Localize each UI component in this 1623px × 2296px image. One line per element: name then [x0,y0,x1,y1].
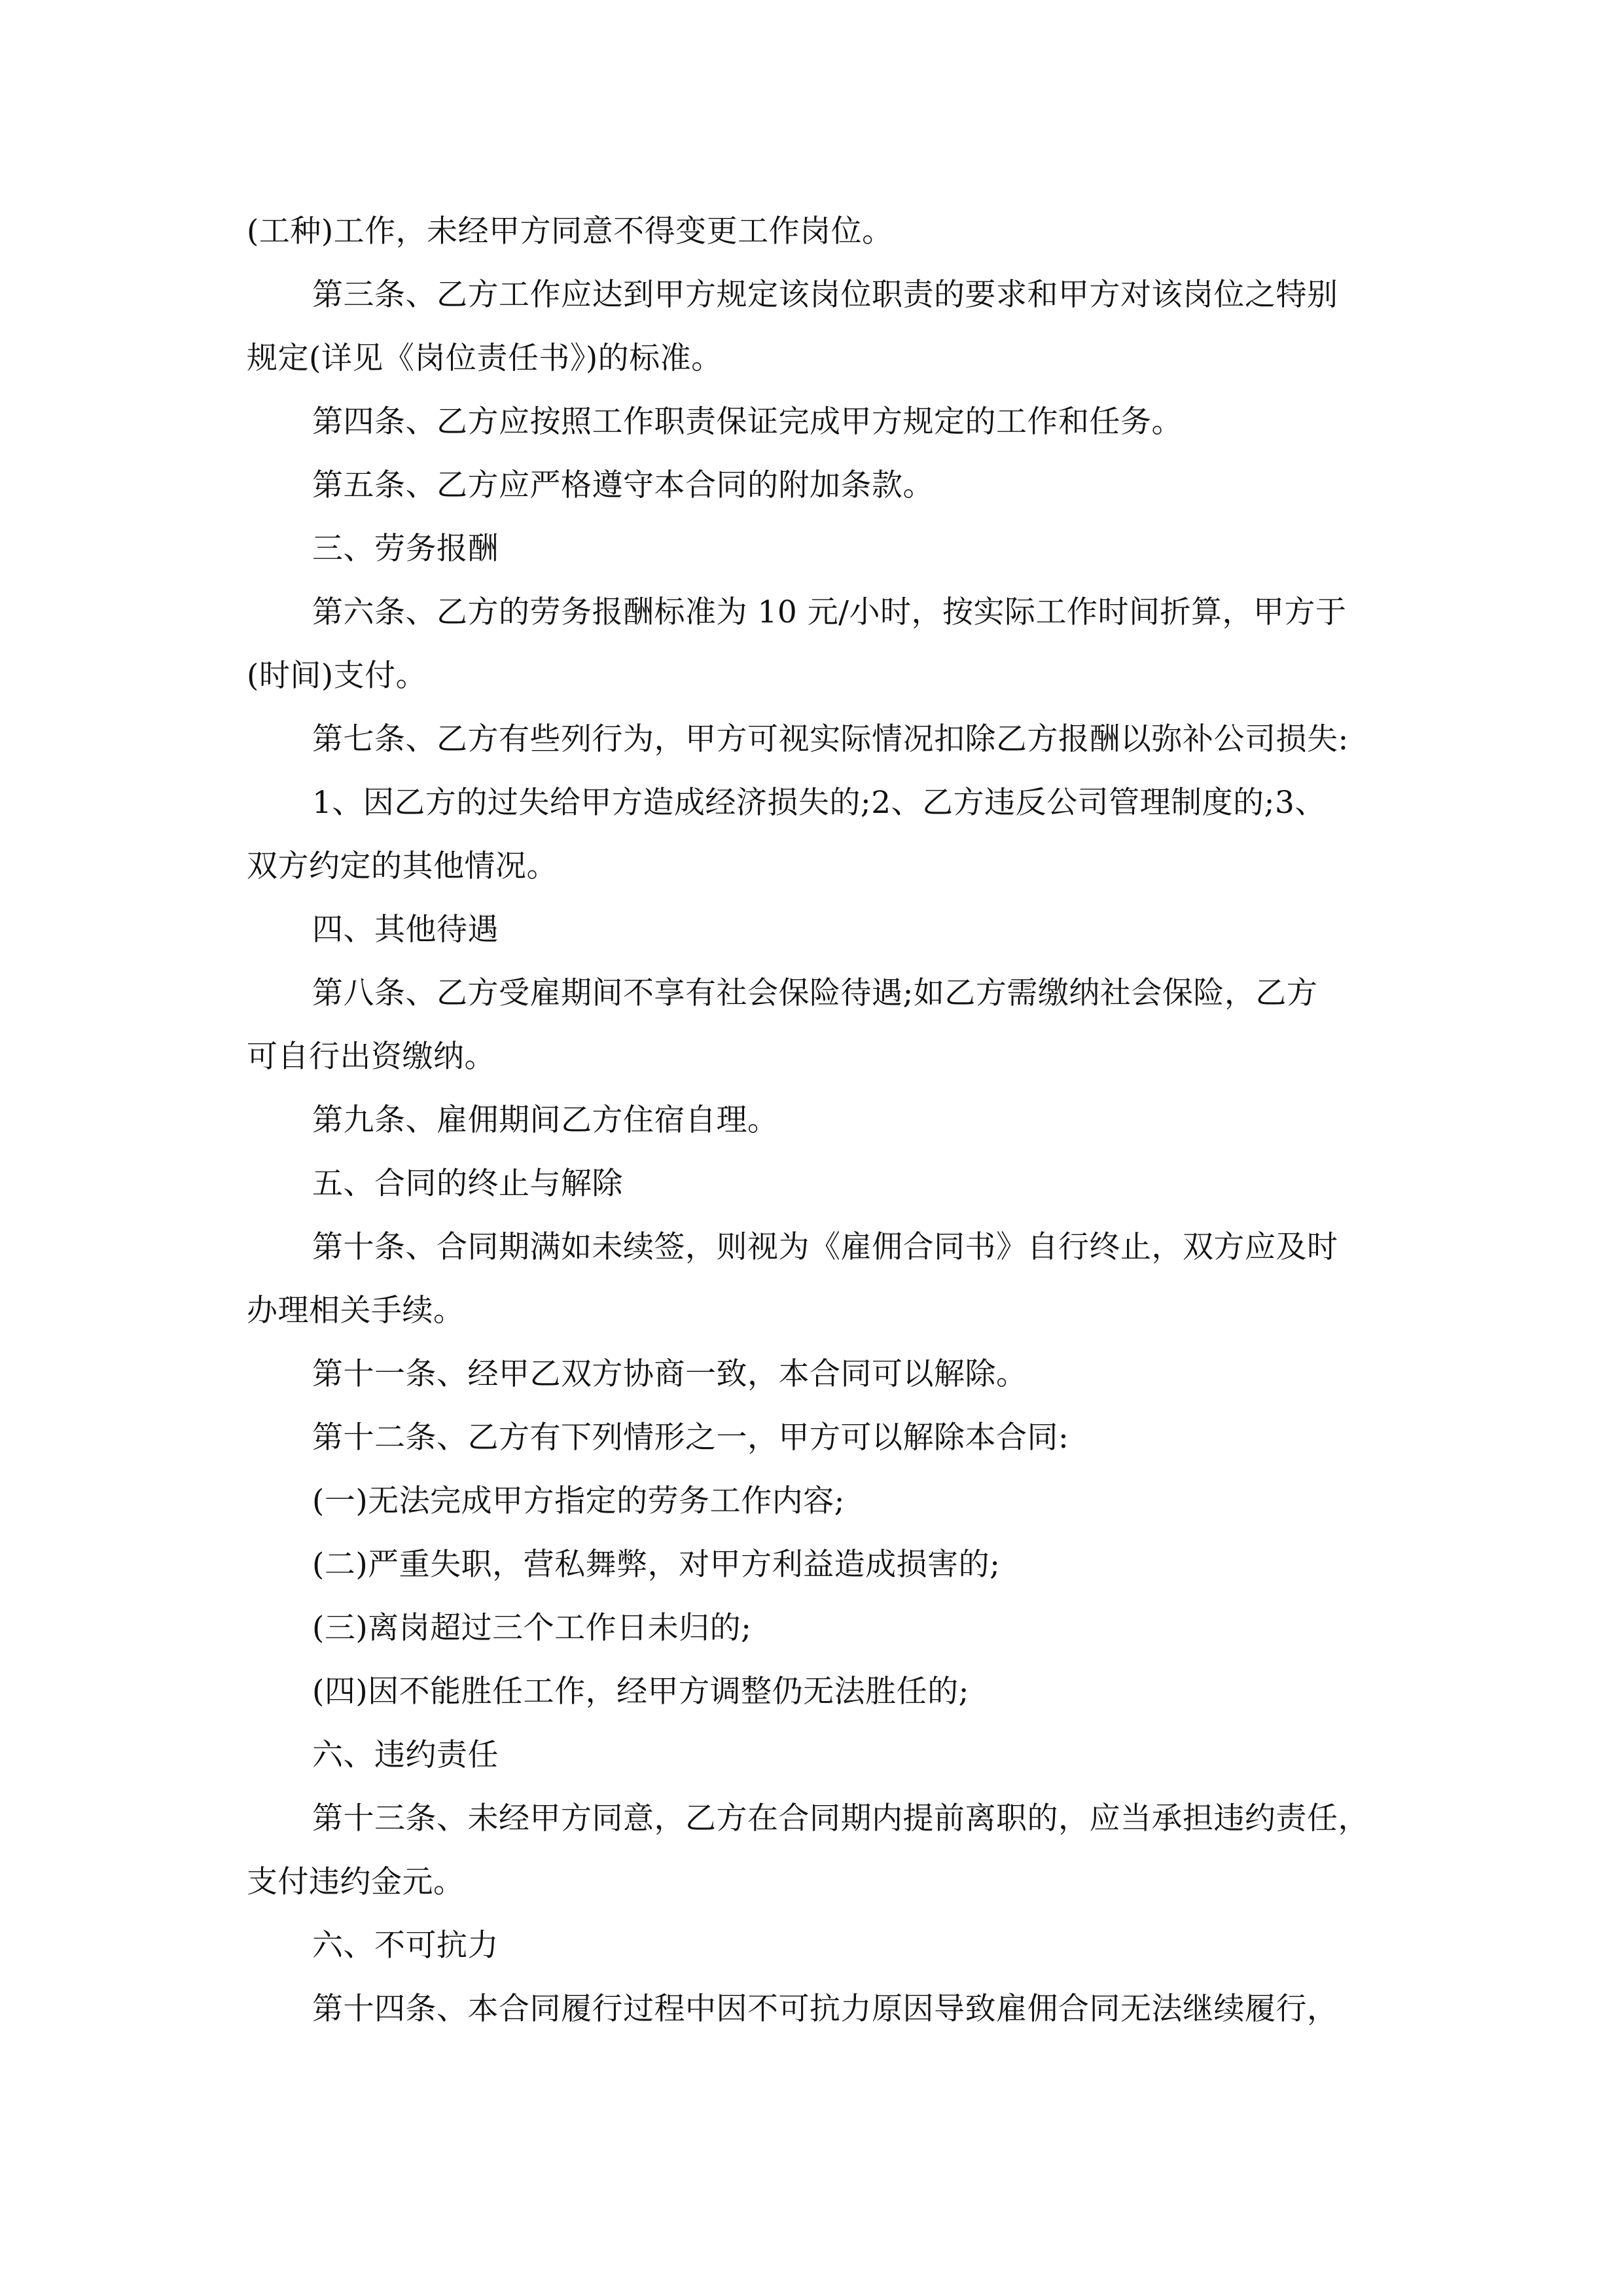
section-heading-6-liability: 六、违约责任 [312,1737,499,1773]
article-3-line-1: 第三条、乙方工作应达到甲方规定该岗位职责的要求和甲方对该岗位之特别 [312,277,1338,313]
article-10-line-2: 办理相关手续。 [247,1293,465,1329]
article-14-line-1: 第十四条、本合同履行过程中因不可抗力原因导致雇佣合同无法继续履行， [312,1991,1338,2027]
article-9: 第九条、雇佣期间乙方住宿自理。 [312,1102,779,1138]
article-12-item-4: (四)因不能胜任工作，经甲方调整仍无法胜任的; [312,1674,970,1710]
article-10-line-1: 第十条、合同期满如未续签，则视为《雇佣合同书》自行终止，双方应及时 [312,1229,1338,1265]
article-3-line-2: 规定(详见《岗位责任书》)的标准。 [247,340,722,376]
article-13-line-1: 第十三条、未经甲方同意，乙方在合同期内提前离职的，应当承担违约责任， [312,1801,1369,1837]
section-heading-4: 四、其他待遇 [312,912,499,948]
contract-body [247,200,1379,2041]
section-heading-6-force-majeure: 六、不可抗力 [312,1928,499,1964]
article-12-item-3: (三)离岗超过三个工作日未归的; [312,1610,752,1646]
article-7-items-line-2: 双方约定的其他情况。 [247,848,558,884]
article-5: 第五条、乙方应严格遵守本合同的附加条款。 [312,467,934,503]
article-12: 第十二条、乙方有下列情形之一，甲方可以解除本合同: [312,1420,1069,1456]
article-8-line-1: 第八条、乙方受雇期间不享有社会保险待遇;如乙方需缴纳社会保险，乙方 [312,975,1318,1011]
article-12-item-2: (二)严重失职，营私舞弊，对甲方利益造成损害的; [312,1547,1001,1583]
article-12-item-1: (一)无法完成甲方指定的劳务工作内容; [312,1483,846,1519]
section-heading-3: 三、劳务报酬 [312,531,499,567]
article-13-line-2: 支付违约金元。 [247,1864,465,1900]
article-7: 第七条、乙方有些列行为，甲方可视实际情况扣除乙方报酬以弥补公司损失: [312,721,1349,757]
article-6-line-2: (时间)支付。 [247,658,427,694]
body-line: (工种)工作，未经甲方同意不得变更工作岗位。 [247,213,893,249]
article-7-items-line-1: 1、因乙方的过失给甲方造成经济损失的;2、乙方违反公司管理制度的;3、 [312,785,1326,821]
article-11: 第十一条、经甲乙双方协商一致，本合同可以解除。 [312,1356,1027,1392]
article-8-line-2: 可自行出资缴纳。 [247,1039,495,1075]
article-4: 第四条、乙方应按照工作职责保证完成甲方规定的工作和任务。 [312,404,1183,440]
article-6-line-1: 第六条、乙方的劳务报酬标准为 10 元/小时，按实际工作时间折算，甲方于 [312,594,1347,630]
section-heading-5: 五、合同的终止与解除 [312,1166,623,1202]
